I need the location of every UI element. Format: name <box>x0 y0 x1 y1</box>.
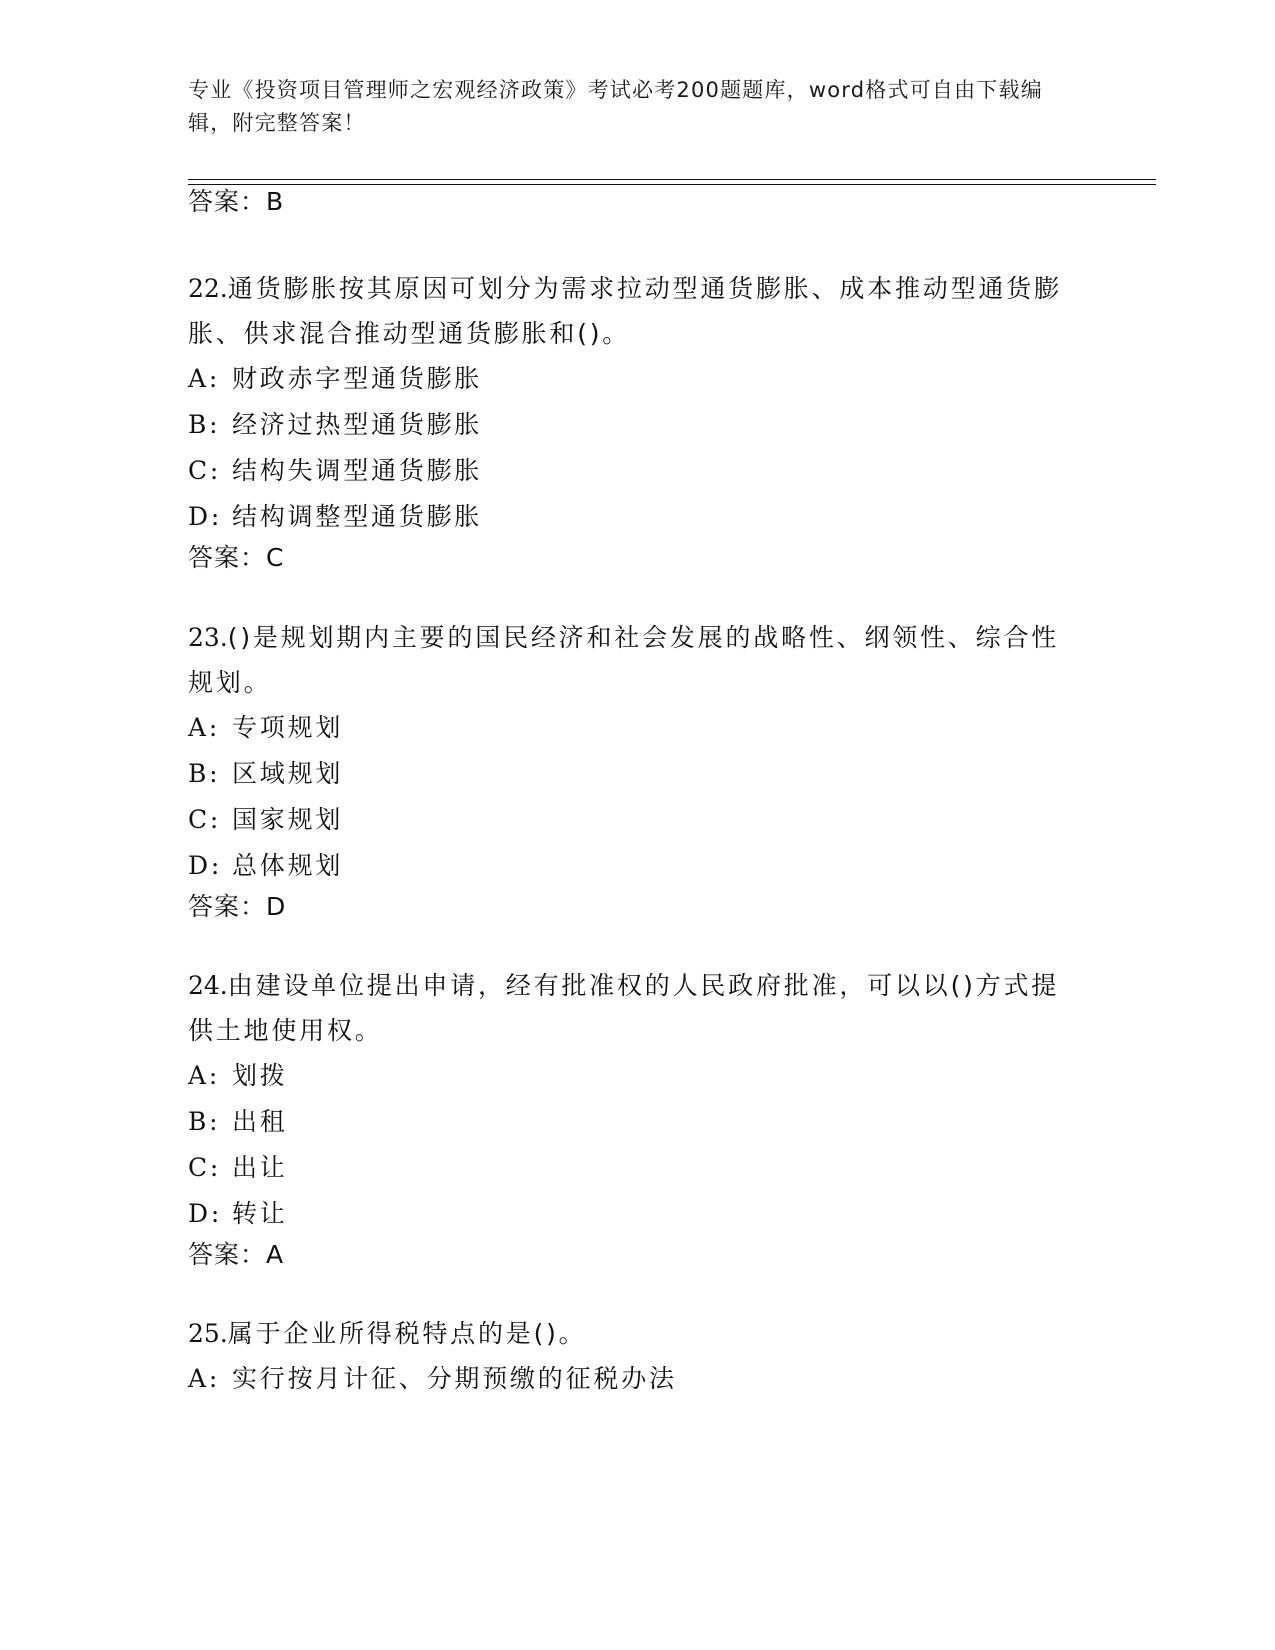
question-stem <box>188 963 1068 1053</box>
answer-line: 答案：A <box>188 1240 285 1269</box>
option-text: 划拨 <box>232 1061 288 1090</box>
question-25 <box>188 1311 1148 1402</box>
option-b <box>188 751 1148 797</box>
question-text: 通货膨胀按其原因可划分为需求拉动型通货膨胀、成本推动型通货膨胀、供求混合推动型通货膨胀和()。 <box>188 274 1062 348</box>
question-number: 23. <box>188 623 228 652</box>
document-header: 专业《投资项目管理师之宏观经济政策》考试必考200题题库，word格式可自由下载编辑，附完整答案！ <box>188 78 1043 135</box>
option-text: 总体规划 <box>232 851 344 880</box>
answer-line: 答案：B <box>188 187 285 216</box>
answer-line: 答案：C <box>188 543 285 572</box>
option-text: 结构失调型通货膨胀 <box>232 456 483 485</box>
option-text: 专项规划 <box>232 713 344 742</box>
option-a <box>188 356 1148 402</box>
option-key: A: <box>188 1364 221 1393</box>
option-b <box>188 402 1148 448</box>
option-text: 区域规划 <box>232 759 344 788</box>
question-22 <box>188 266 1148 576</box>
option-c <box>188 797 1148 843</box>
option-text: 财政赤字型通货膨胀 <box>232 364 483 393</box>
answer-line: 答案：D <box>188 892 287 921</box>
option-d <box>188 843 1148 889</box>
question-text: 属于企业所得税特点的是()。 <box>227 1319 587 1348</box>
question-number: 25. <box>188 1319 228 1348</box>
option-key: D: <box>188 851 223 880</box>
question-text: 由建设单位提出申请，经有批准权的人民政府批准，可以以()方式提供土地使用权。 <box>188 971 1060 1045</box>
option-key: A: <box>188 1061 221 1090</box>
option-a <box>188 1053 1148 1099</box>
option-key: C: <box>188 456 222 485</box>
option-text: 实行按月计征、分期预缴的征税办法 <box>232 1364 677 1393</box>
option-text: 出让 <box>232 1153 288 1182</box>
question-number: 24. <box>188 971 228 1000</box>
option-text: 出租 <box>232 1107 288 1136</box>
question-stem <box>188 266 1068 356</box>
option-c <box>188 448 1148 494</box>
option-key: D: <box>188 502 223 531</box>
option-text: 结构调整型通货膨胀 <box>232 502 483 531</box>
option-c <box>188 1145 1148 1191</box>
option-text: 转让 <box>232 1199 288 1228</box>
option-d <box>188 1191 1148 1237</box>
option-b <box>188 1099 1148 1145</box>
header-divider-line <box>188 179 1156 180</box>
option-text: 国家规划 <box>232 805 344 834</box>
option-key: A: <box>188 713 221 742</box>
question-24 <box>188 963 1148 1273</box>
option-key: B: <box>188 759 221 788</box>
option-a <box>188 1356 1148 1402</box>
option-key: A: <box>188 364 221 393</box>
option-a <box>188 705 1148 751</box>
question-text: ()是规划期内主要的国民经济和社会发展的战略性、纲领性、综合性规划。 <box>188 623 1060 697</box>
question-stem <box>188 1311 1068 1356</box>
option-key: C: <box>188 805 222 834</box>
option-key: B: <box>188 1107 221 1136</box>
question-23 <box>188 615 1148 925</box>
option-text: 经济过热型通货膨胀 <box>232 410 483 439</box>
question-number: 22. <box>188 274 228 303</box>
option-key: B: <box>188 410 221 439</box>
question-stem <box>188 615 1068 705</box>
option-key: D: <box>188 1199 223 1228</box>
option-key: C: <box>188 1153 222 1182</box>
option-d <box>188 494 1148 540</box>
